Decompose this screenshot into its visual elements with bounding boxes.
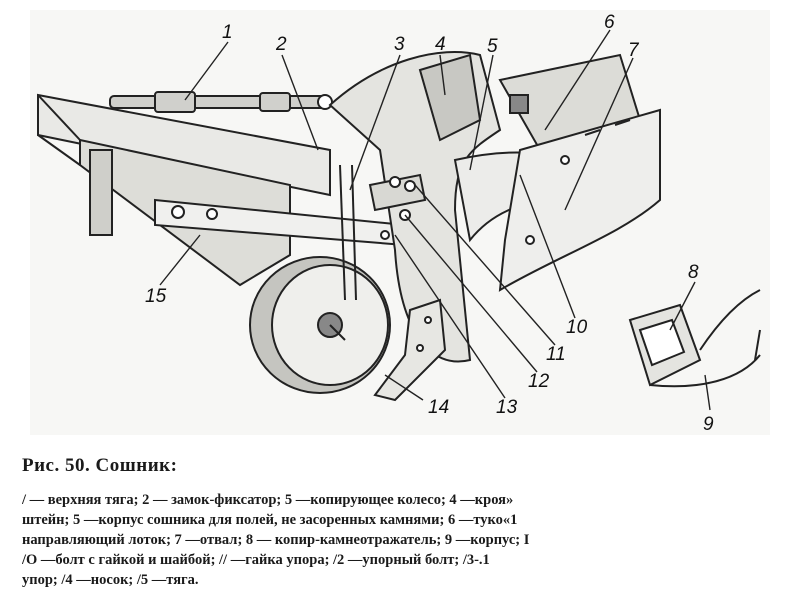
callout-4: 4 — [435, 34, 446, 55]
callout-1: 1 — [222, 22, 233, 43]
callout-5: 5 — [487, 36, 498, 57]
callout-15: 15 — [145, 286, 167, 307]
callout-10: 10 — [566, 317, 588, 338]
figure-legend — [22, 490, 787, 590]
legend-line: штейн; 5 —корпус сошника для полей, не засоренных камнями; 6 —туко«1 — [22, 512, 518, 528]
copying-wheel — [250, 257, 390, 393]
legend-line: / — верхняя тяга; 2 — замок-фиксатор; 5 —копирующее колесо; 4 —кроя» — [22, 492, 514, 508]
callout-6: 6 — [604, 12, 615, 33]
callout-2: 2 — [276, 34, 287, 55]
callout-7: 7 — [628, 40, 639, 61]
figure-caption-title: Рис. 50. Сошник: — [22, 455, 178, 476]
legend-line: направляющий лоток; 7 —отвал; 8 — копир-камнеотражатель; 9 —корпус; I — [22, 532, 530, 548]
callout-11: 11 — [546, 344, 566, 365]
callout-9: 9 — [703, 414, 714, 435]
upper-link — [110, 92, 332, 112]
callout-13: 13 — [496, 397, 518, 418]
callout-3: 3 — [394, 34, 405, 55]
callout-14: 14 — [428, 397, 450, 418]
callout-12: 12 — [528, 371, 550, 392]
callout-8: 8 — [688, 262, 699, 283]
legend-line: упор; /4 —носок; /5 —тяга. — [22, 572, 199, 588]
legend-line: /О —болт с гайкой и шайбой; // —гайка упора; /2 —упорный болт; /3-.1 — [22, 552, 490, 568]
